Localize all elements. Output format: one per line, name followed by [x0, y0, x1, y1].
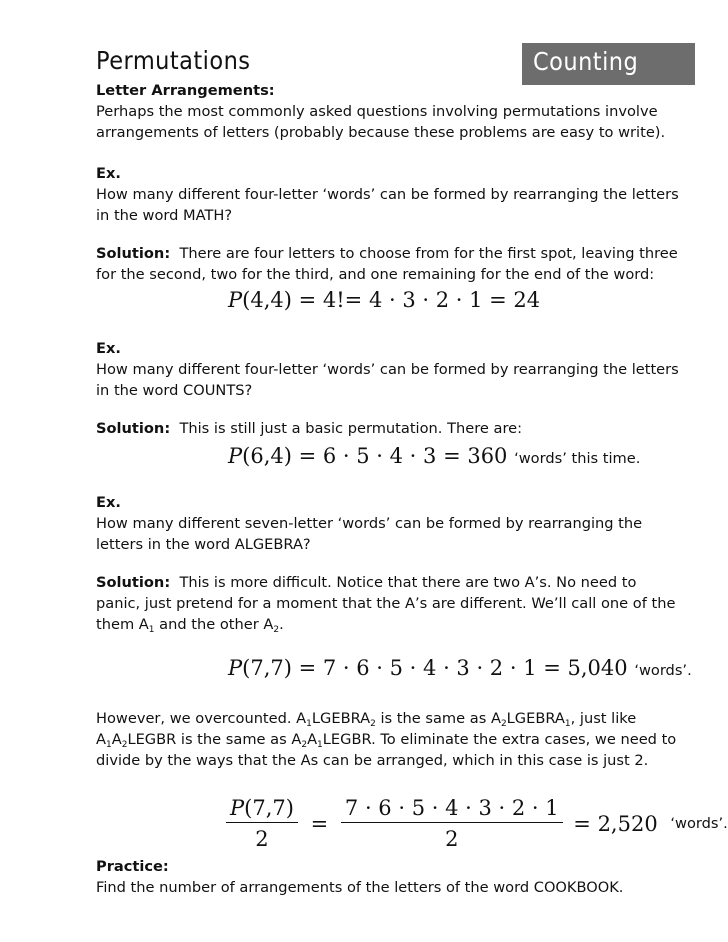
overcount-line-2: $A_1A_2LEGBR$ is the same as $A_2A_1LEGBR$. To eliminate the extra cases, we need to [96, 731, 677, 750]
fraction-left [226, 796, 298, 851]
final-result: = 2,520 [573, 811, 658, 836]
page-title: Permutations [96, 46, 251, 75]
example-1-solution-line-2: for the second, two for the third, and one remaining for the end of the word: [96, 266, 655, 283]
example-3-question-line-1: How many different seven-letter ‘words’ can be formed by rearranging the [96, 515, 643, 532]
example-3-question-line-2: letters in the word ALGEBRA? [96, 536, 311, 553]
equation-function: P [228, 444, 243, 468]
fraction-left-numerator: P(7,7) [226, 796, 298, 823]
solution-label: Solution: [96, 420, 171, 437]
equals-sign: = [310, 811, 329, 836]
solution-text: There are four letters to choose from for the first spot, leaving three [179, 245, 678, 262]
fraction-right-denominator: 2 [445, 827, 459, 851]
example-3-label: Ex. [96, 494, 121, 511]
final-equation [226, 796, 728, 851]
fraction-right-numerator: 7 · 6 · 5 · 4 · 3 · 2 · 1 [341, 796, 563, 823]
section-tag-label: Counting [533, 47, 639, 76]
practice-text: Find the number of arrangements of the letters of the word COOKBOOK. [96, 879, 624, 896]
example-2-label: Ex. [96, 340, 121, 357]
overcount-line-1: However, we overcounted. $A_1LGEBRA_2$ is the same as $A_2LGEBRA_1$, just like [96, 710, 637, 729]
fraction-right [341, 796, 563, 851]
equation-body: (6,4) = 6 · 5 · 4 · 3 = 360 [242, 444, 508, 468]
fraction-left-denominator: 2 [255, 827, 269, 851]
section-tag [522, 43, 695, 85]
equation-body: (7,7) = 7 · 6 · 5 · 4 · 3 · 2 · 1 = 5,040 [242, 656, 628, 680]
practice-label: Practice: [96, 858, 169, 875]
section-heading: Letter Arrangements: [96, 82, 275, 99]
example-1-equation [228, 288, 540, 312]
equation-suffix: ‘words’. [634, 662, 692, 679]
example-3-equation [228, 656, 692, 680]
equation-function: P [228, 288, 243, 312]
intro-line-2: arrangements of letters (probably because these problems are easy to write). [96, 124, 666, 141]
example-2-equation [228, 444, 640, 468]
example-1-question-line-1: How many different four-letter ‘words’ can be formed by rearranging the letters [96, 186, 679, 203]
example-1-solution-line-1 [96, 243, 678, 264]
example-1-question-line-2: in the word MATH? [96, 207, 233, 224]
example-2-question-line-2: in the word COUNTS? [96, 382, 253, 399]
intro-line-1: Perhaps the most commonly asked questions involving permutations involve [96, 103, 658, 120]
final-suffix: ‘words’. [670, 815, 728, 832]
example-3-solution-line-3: them $A_1$ and the other $A_2$. [96, 616, 284, 635]
example-1-label: Ex. [96, 165, 121, 182]
solution-label: Solution: [96, 574, 171, 591]
solution-text: This is still just a basic permutation. There are: [179, 420, 523, 437]
example-2-solution-line [96, 418, 522, 439]
solution-label: Solution: [96, 245, 171, 262]
solution-text: This is more difficult. Notice that there are two A’s. No need to [179, 574, 637, 591]
overcount-line-3: divide by the ways that the As can be arranged, which in this case is just 2. [96, 752, 649, 769]
equation-function: P [228, 656, 243, 680]
equation-body: (4,4) = 4!= 4 · 3 · 2 · 1 = 24 [242, 288, 541, 312]
equation-suffix: ‘words’ this time. [514, 450, 641, 467]
example-3-solution-line-1 [96, 572, 636, 593]
example-3-solution-line-2: panic, just pretend for a moment that the A’s are different. We’ll call one of the [96, 595, 676, 612]
example-2-question-line-1: How many different four-letter ‘words’ can be formed by rearranging the letters [96, 361, 679, 378]
